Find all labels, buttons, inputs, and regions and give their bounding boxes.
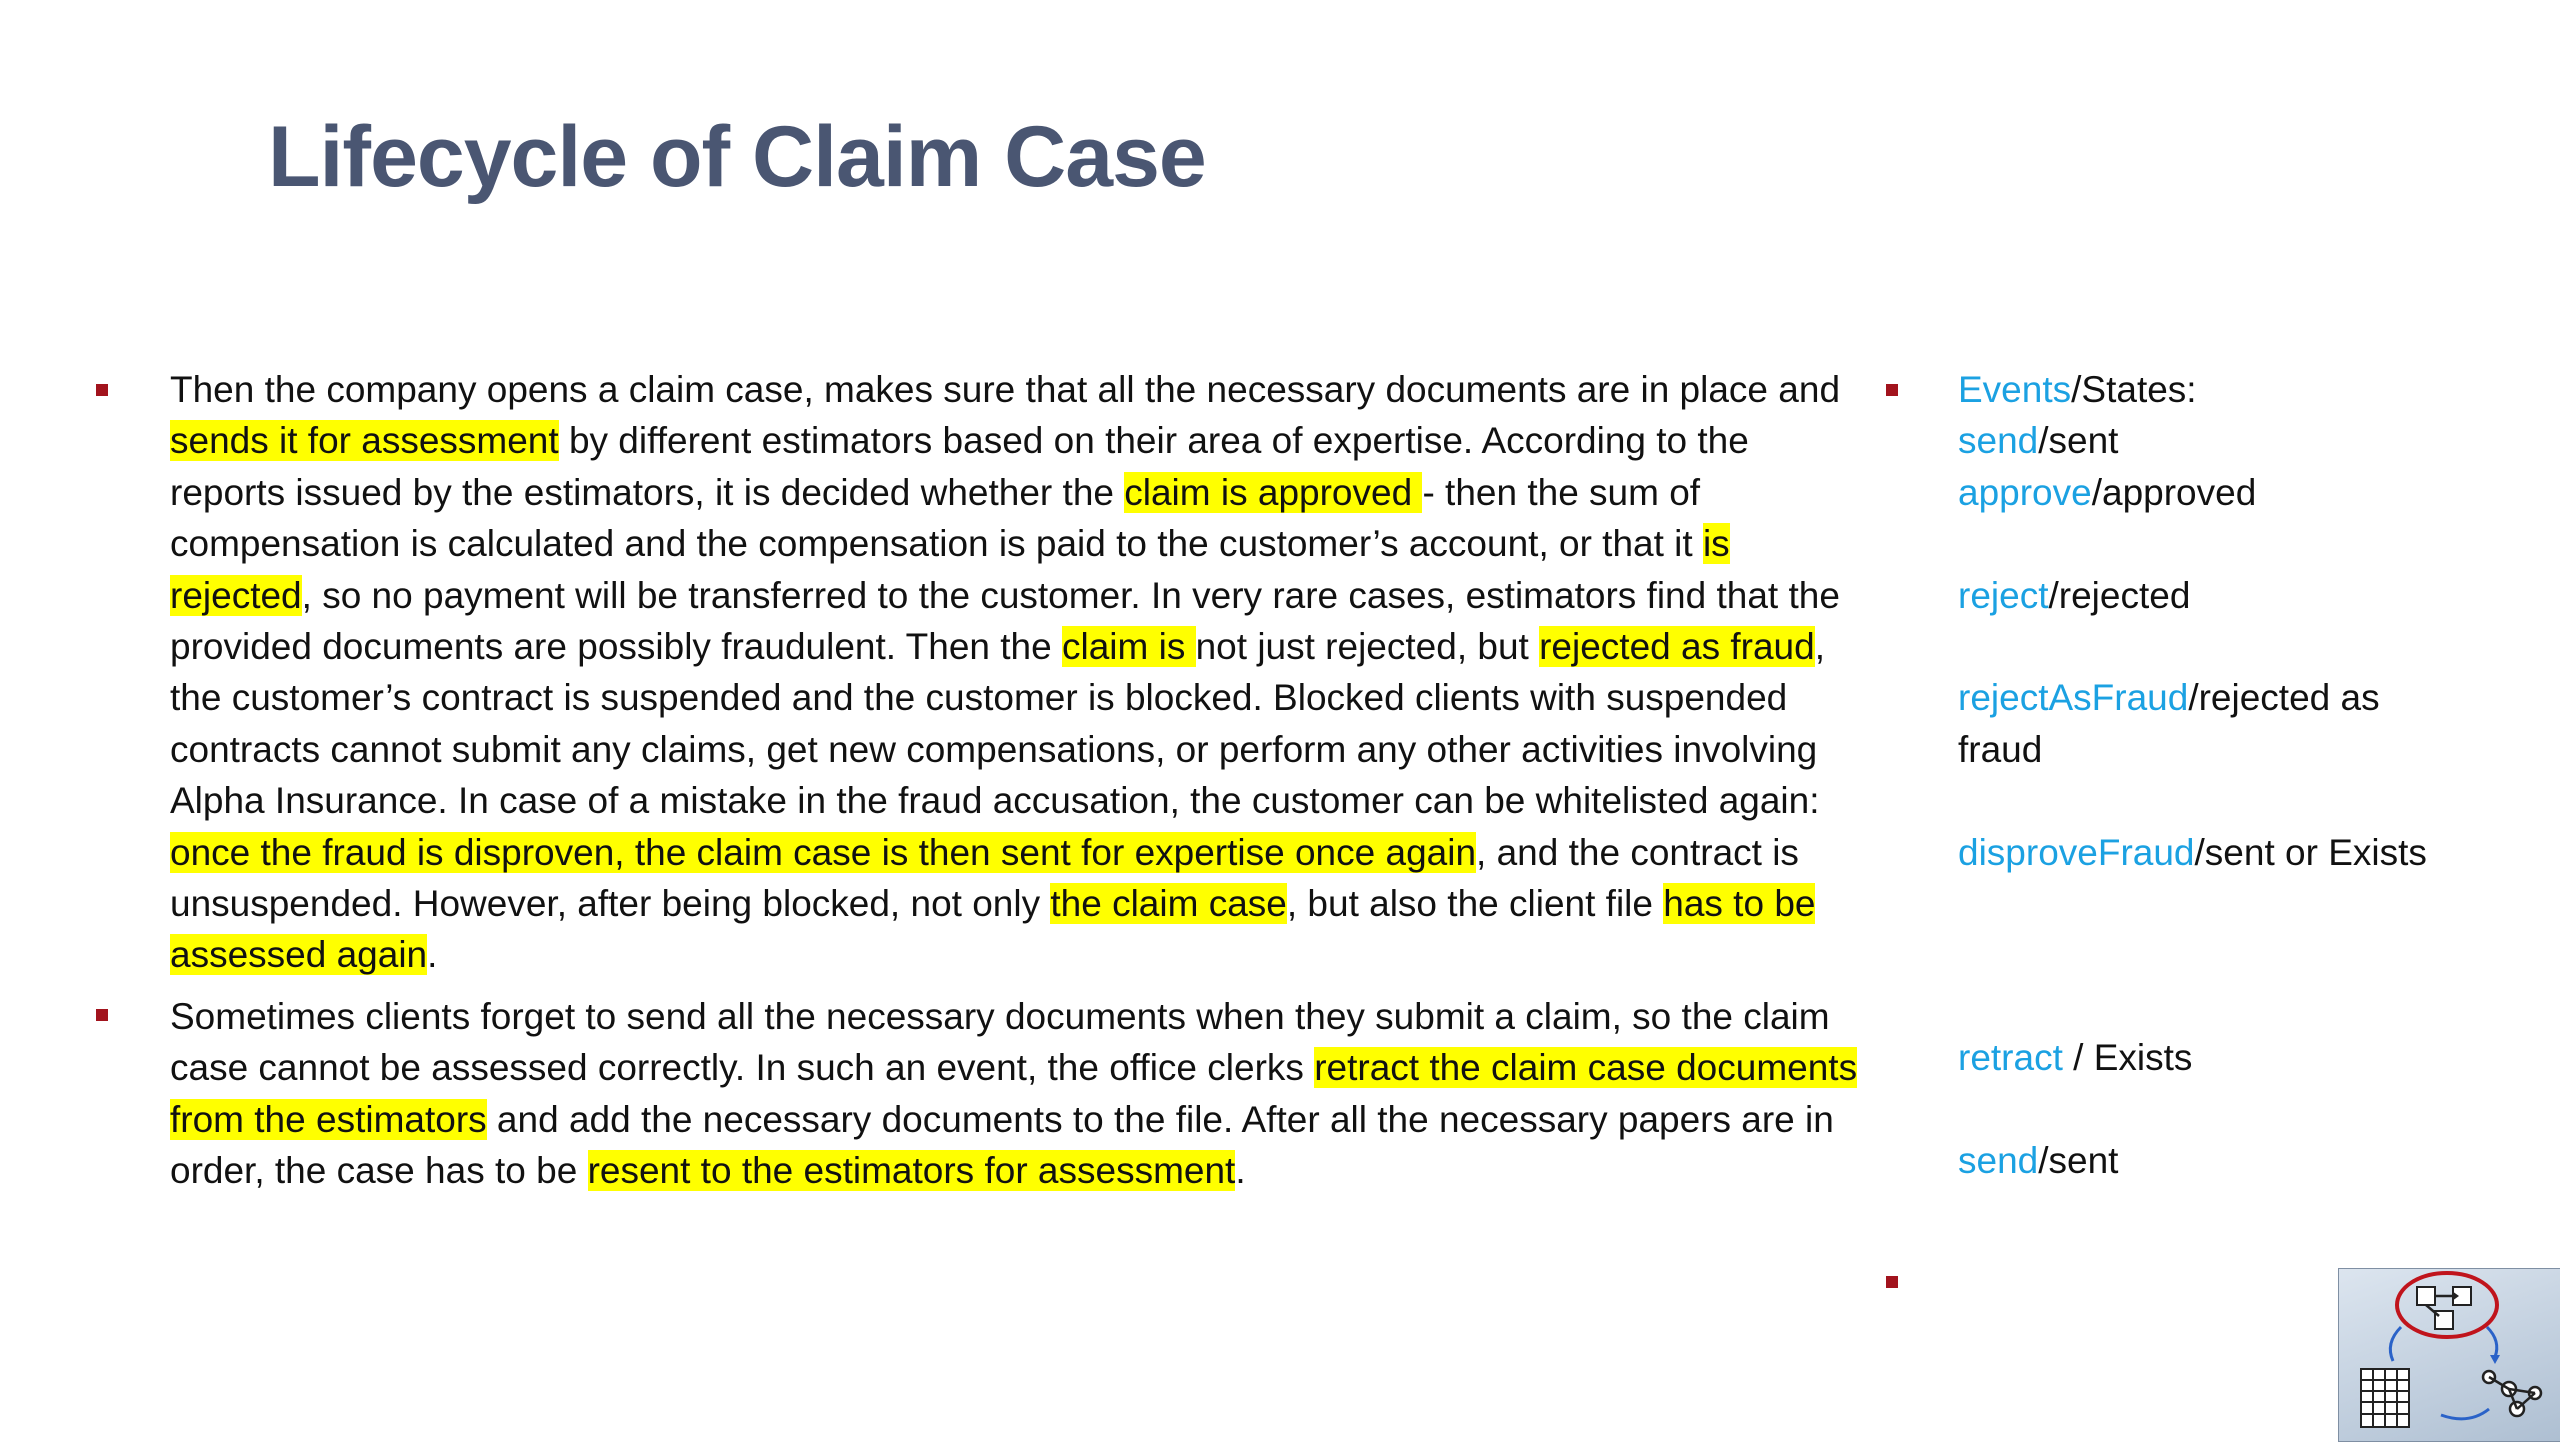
- highlighted-phrase: sends it for assessment: [170, 420, 559, 462]
- events-states-heading: [1958, 364, 2518, 415]
- highlighted-phrase: retract the claim case documents from the estimators: [170, 1047, 1858, 1140]
- spacer: [1958, 1084, 2518, 1135]
- text-run: , so no payment will be transferred to the customer. In very rare cases, estimators find that the provided documents are possibly fraudulent. Then the: [170, 574, 1840, 668]
- event-label: send: [1958, 1139, 2039, 1181]
- text-run: Sometimes clients forget to send all the necessary documents when they submit a claim, so the claim case cannot be assessed correctly. In such an event, the office clerks: [170, 995, 1830, 1089]
- spacer: [1958, 621, 2518, 672]
- event-row-retract: [1958, 1032, 2518, 1083]
- event-row-disprove-fraud: [1958, 827, 2518, 878]
- state-label: /sent or Exists: [2194, 831, 2427, 873]
- event-label: approve: [1958, 471, 2092, 513]
- bullet-marker: [1886, 384, 1898, 396]
- text-run: by different estimators based on their area of expertise. According to the reports issued by the estimators, it is decided whether the: [170, 420, 1749, 513]
- text-run: , the customer’s contract is suspended and the customer is blocked. Blocked clients with suspended contracts cannot submit any claims, get new compensations, or perform any other activities involving Alpha Insurance. In case of a mistake in the fraud accusation, the customer can be whitelisted again:: [170, 626, 1825, 822]
- event-row-reject-as-fraud-cont: [1958, 724, 2518, 775]
- state-label: /sent: [2038, 420, 2119, 462]
- highlighted-phrase: resent to the estimators for assessment: [587, 1150, 1236, 1192]
- highlighted-phrase: claim is approved: [1124, 471, 1423, 513]
- text-run: .: [1235, 1150, 1246, 1192]
- text-run: not just rejected, but: [1195, 626, 1540, 668]
- logo-graphic: [2339, 1269, 2560, 1441]
- text-run: , but also the client file: [1286, 883, 1664, 925]
- state-label: /rejected: [2048, 574, 2191, 616]
- event-row-send: [1958, 415, 2518, 466]
- state-diagram-logo-icon: [2338, 1268, 2560, 1442]
- spacer: [1958, 878, 2518, 929]
- paragraph-missing-documents: [170, 991, 1870, 1197]
- text-run: Then the company opens a claim case, makes sure that all the necessary documents are in place and: [170, 369, 1841, 410]
- highlighted-phrase: has to be assessed again: [170, 883, 1816, 976]
- state-label: /States:: [2071, 369, 2197, 410]
- bullet-marker: [1886, 1276, 1898, 1288]
- event-row-reject-as-fraud: [1958, 672, 2518, 723]
- slide-title: Lifecycle of Claim Case: [268, 109, 1206, 205]
- event-label: Events: [1958, 369, 2072, 410]
- event-row-send-again: [1958, 1135, 2518, 1186]
- spacer: [1958, 981, 2518, 1032]
- event-label: reject: [1958, 574, 2049, 616]
- text-run: - then the sum of compensation is calculated and the compensation is paid to the customer’s account, or that it: [170, 471, 1703, 565]
- spacer: [1958, 518, 2518, 569]
- state-label: /rejected as: [2188, 677, 2380, 719]
- spacer: [1958, 775, 2518, 826]
- events-states-list: [1958, 364, 2518, 1186]
- state-label: /sent: [2038, 1139, 2119, 1181]
- state-label: / Exists: [2062, 1037, 2193, 1079]
- event-row-approve: [1958, 467, 2518, 518]
- bullet-marker: [96, 1009, 108, 1021]
- event-label: send: [1958, 420, 2039, 462]
- highlighted-phrase: rejected as fraud: [1539, 626, 1815, 668]
- highlighted-phrase: claim is: [1061, 626, 1196, 668]
- state-label: /approved: [2091, 471, 2257, 513]
- event-label: retract: [1958, 1037, 2063, 1079]
- paragraph-claim-lifecycle: [170, 364, 1870, 981]
- event-label: rejectAsFraud: [1958, 677, 2189, 719]
- highlighted-phrase: the claim case: [1050, 883, 1287, 925]
- bullet-marker: [96, 384, 108, 396]
- text-run: .: [427, 934, 438, 976]
- text-run: , and the contract is unsuspended. However, after being blocked, not only: [170, 831, 1799, 925]
- event-row-reject: [1958, 570, 2518, 621]
- highlighted-phrase: once the fraud is disproven, the claim case is then sent for expertise once again: [170, 831, 1477, 873]
- spacer: [1958, 929, 2518, 980]
- body-text: [170, 364, 1870, 1207]
- text-run: and add the necessary documents to the file. After all the necessary papers are in order, the case has to be: [170, 1098, 1834, 1192]
- highlighted-phrase: is rejected: [170, 523, 1730, 616]
- event-label: disproveFraud: [1958, 831, 2195, 873]
- state-label: fraud: [1958, 728, 2043, 770]
